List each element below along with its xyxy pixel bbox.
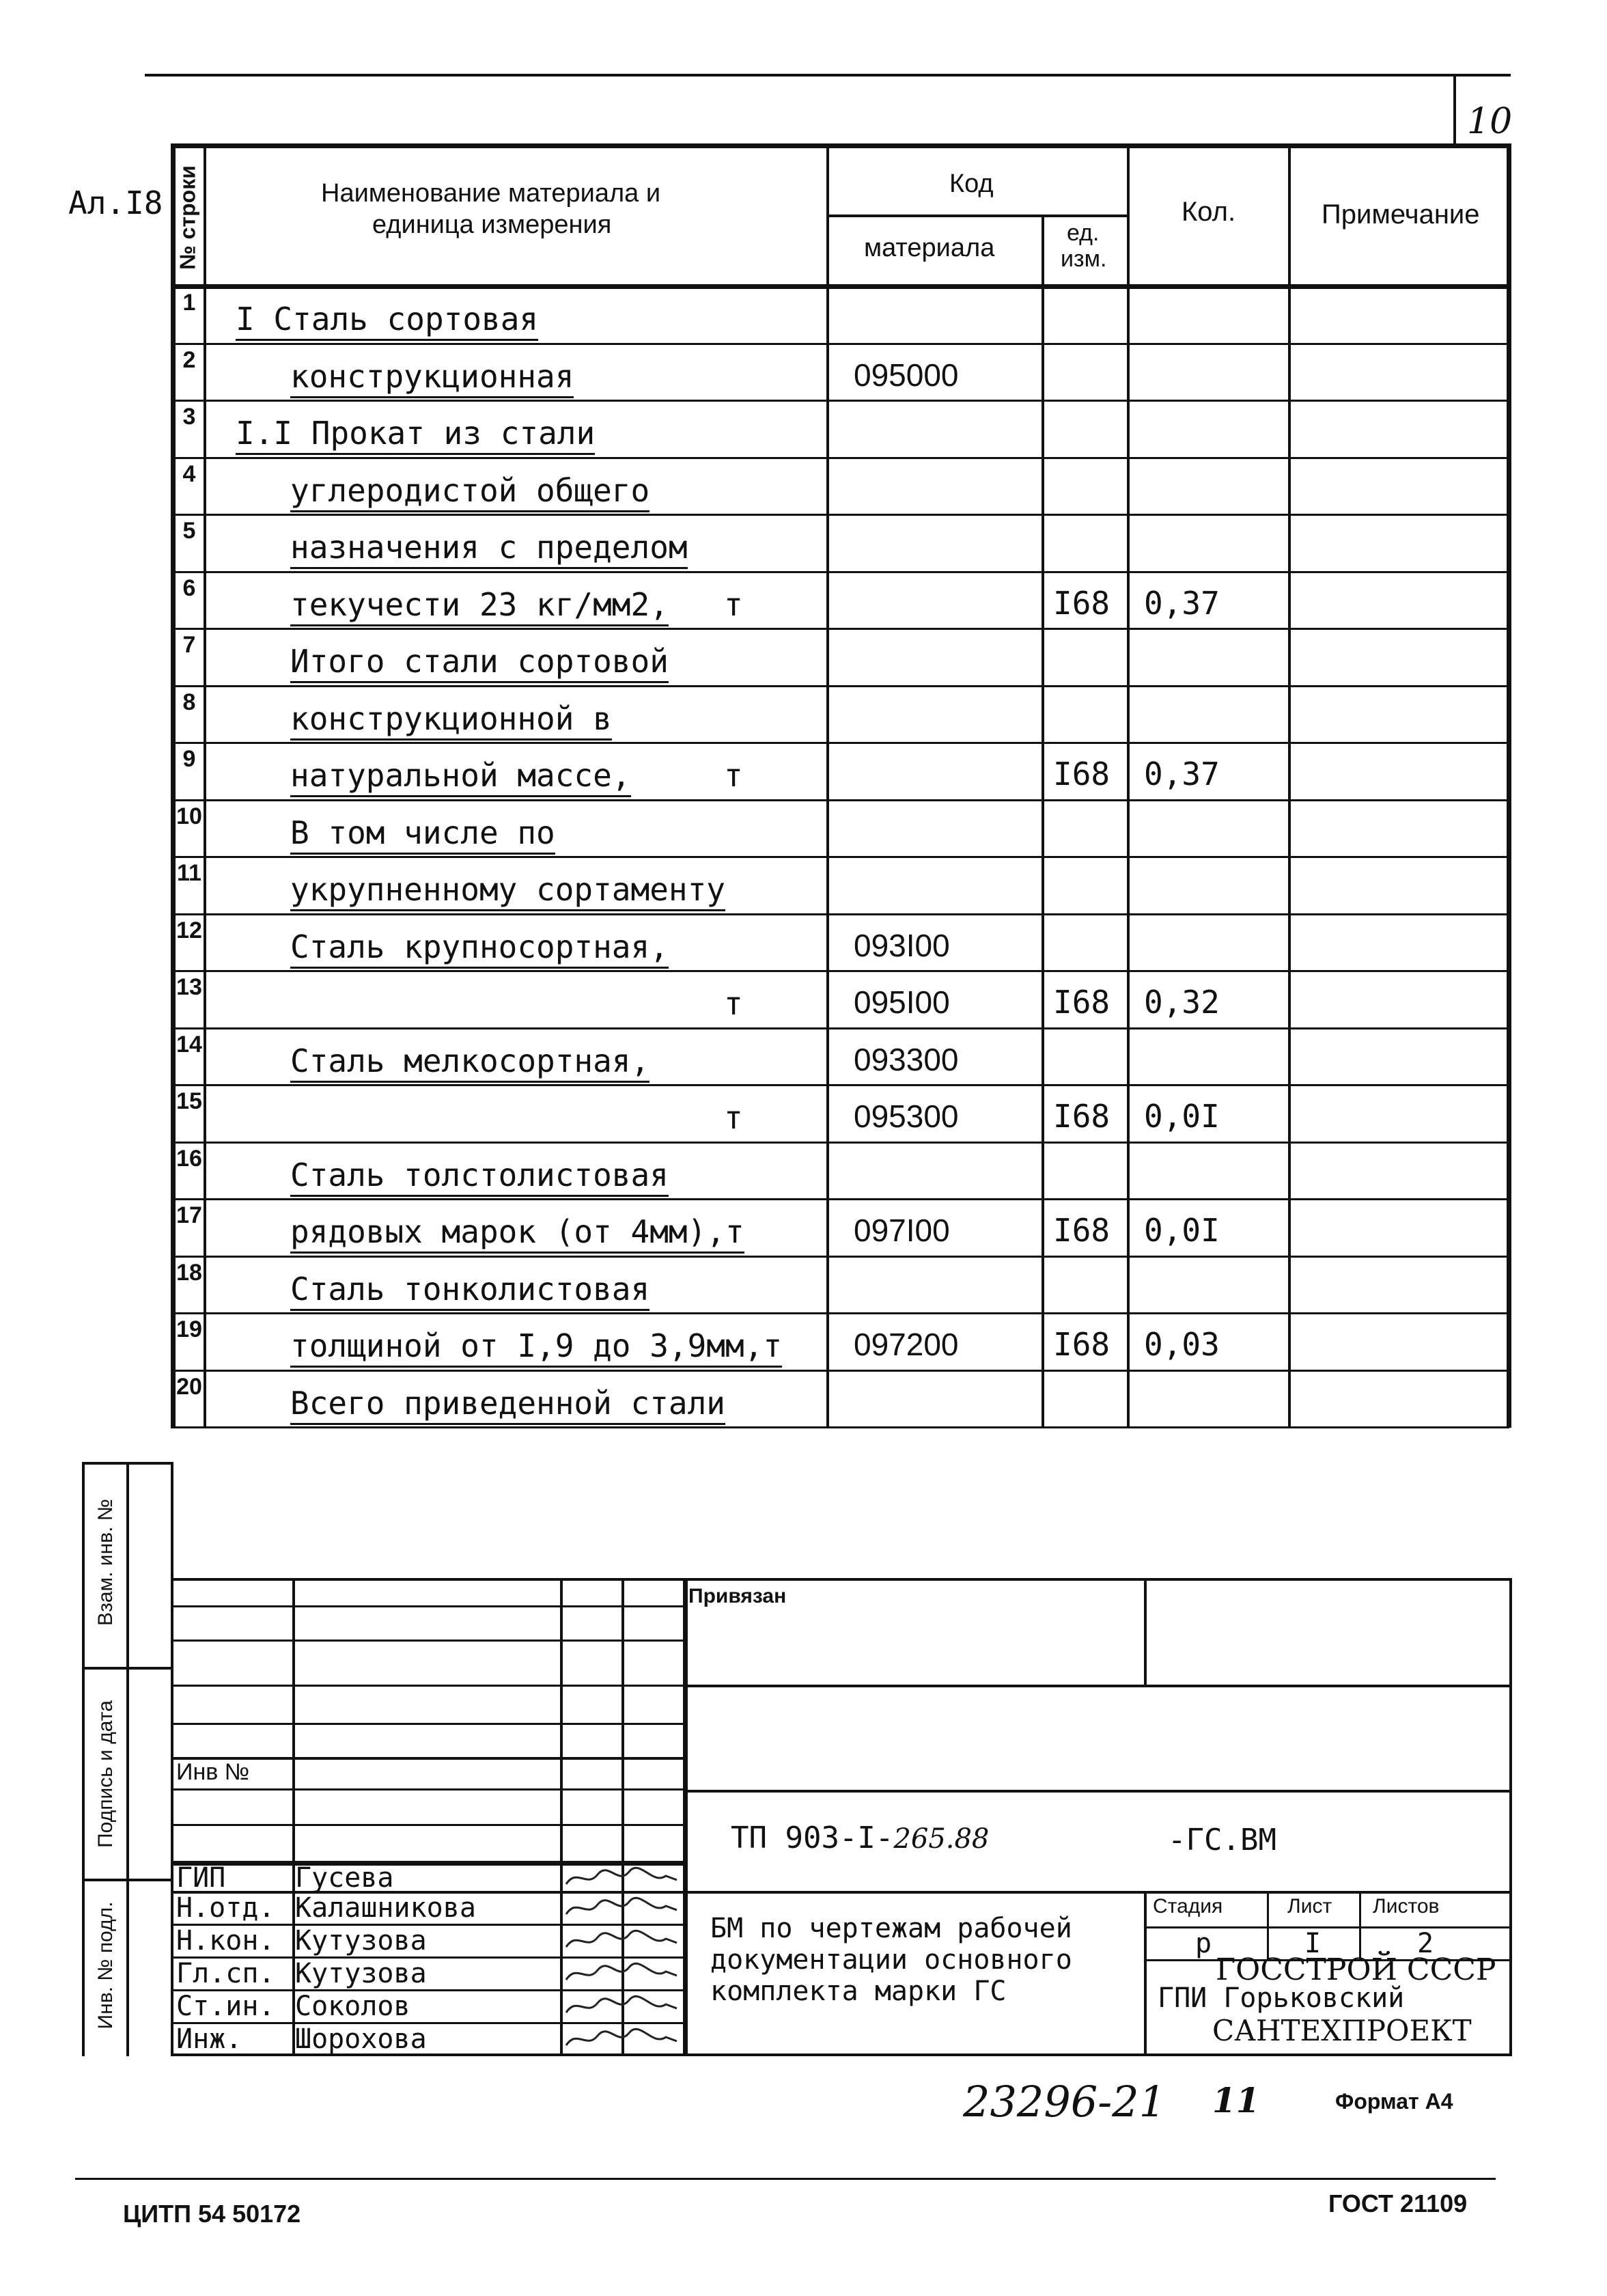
footer-right: ГОСТ 21109 <box>1328 2189 1468 2217</box>
row-unit-code: I68 <box>1053 756 1110 792</box>
handwritten-signature <box>563 1961 680 1987</box>
row-material-name: толщиной от I,9 до 3,9мм,т <box>290 1327 782 1368</box>
signature-name: Соколов <box>295 1991 410 2022</box>
row-number: 3 <box>182 404 196 430</box>
signature-role: Инж. <box>176 2023 242 2055</box>
row-material-name: Сталь крупносортная, <box>290 928 669 969</box>
row-quantity: 0,37 <box>1144 756 1220 792</box>
table-rows <box>171 287 1509 1428</box>
doc-code-prefix: ТП 903-I- <box>731 1821 894 1855</box>
title-line-3: комплекта марки ГС <box>710 1976 1007 2007</box>
handwritten-signature <box>563 1865 680 1891</box>
row-quantity: 0,32 <box>1144 984 1220 1021</box>
signature-role: ГИП <box>176 1862 226 1894</box>
title-block <box>82 1462 1512 2056</box>
side-label-orig-inv: Инв. № подл. <box>94 1901 117 2030</box>
sheet-label: Лист <box>1287 1895 1332 1918</box>
row-separator <box>171 343 1509 345</box>
row-material-code: 095300 <box>854 1098 959 1134</box>
row-separator <box>171 1426 1509 1428</box>
stage-label: Стадия <box>1153 1895 1223 1918</box>
row-number: 6 <box>182 575 196 601</box>
row-quantity: 0,03 <box>1144 1326 1220 1363</box>
row-number: 20 <box>176 1373 202 1400</box>
signature-role: Ст.ин. <box>176 1991 275 2022</box>
row-unit-code: I68 <box>1053 584 1110 622</box>
sheets-value: 2 <box>1417 1928 1434 1959</box>
row-material-name: В том числе по <box>290 814 555 855</box>
org-line-1: ГОССТРОЙ СССР <box>1216 1952 1496 1987</box>
row-material-code: 095I00 <box>854 984 950 1020</box>
row-separator <box>171 457 1509 459</box>
row-number: 14 <box>176 1031 202 1057</box>
row-separator <box>171 799 1509 801</box>
footer-left: ЦИТП 54 50172 <box>123 2200 301 2228</box>
footer-rule <box>75 2178 1496 2180</box>
row-unit-mark: т <box>724 585 743 623</box>
handwritten-signature <box>563 1928 680 1954</box>
row-number: 13 <box>176 974 202 1000</box>
row-material-name: укрупненному сортаменту <box>290 871 725 911</box>
doc-code-handwritten: 265.88 <box>893 1823 990 1855</box>
row-material-name: I.I Прокат из стали <box>236 415 595 455</box>
title-line-1: БМ по чертежам рабочей <box>710 1913 1072 1944</box>
side-label-replace-inv: Взам. инв. № <box>94 1499 117 1626</box>
album-label: Ал.I8 <box>68 184 163 221</box>
row-separator <box>171 685 1509 687</box>
header-name-1: Наименование материала и <box>321 179 661 208</box>
row-number: 2 <box>182 346 196 373</box>
row-number: 9 <box>182 746 196 772</box>
handwritten-signature <box>563 2026 680 2052</box>
row-number: 19 <box>176 1316 202 1342</box>
row-number: 4 <box>182 460 196 487</box>
row-quantity: 0,0I <box>1144 1212 1220 1249</box>
row-material-name: Итого стали сортовой <box>290 643 669 683</box>
header-unit-1: ед. <box>1067 220 1100 246</box>
row-material-name: текучести 23 кг/мм2, <box>290 586 669 626</box>
org-line-2: ГПИ Горьковский <box>1158 1982 1405 2014</box>
corner-box-edge <box>1453 74 1456 145</box>
org-line-3: САНТЕХПРОЕКТ <box>1212 2014 1472 2047</box>
row-separator <box>171 913 1509 915</box>
row-number: 10 <box>176 803 202 829</box>
header-row-no: № строки <box>175 165 200 270</box>
handwritten-signature <box>563 1895 680 1921</box>
row-unit-code: I68 <box>1053 1212 1110 1249</box>
row-separator <box>171 400 1509 402</box>
row-separator <box>171 1312 1509 1314</box>
row-separator <box>171 1198 1509 1200</box>
row-number: 1 <box>182 290 196 316</box>
row-material-code: 093300 <box>854 1041 959 1077</box>
row-quantity: 0,0I <box>1144 1098 1220 1135</box>
row-separator <box>171 1142 1509 1144</box>
row-separator <box>171 514 1509 516</box>
row-number: 12 <box>176 917 202 943</box>
row-quantity: 0,37 <box>1144 584 1220 622</box>
row-number: 7 <box>182 632 196 658</box>
row-material-code: 093I00 <box>854 927 950 963</box>
row-material-name: конструкционной в <box>290 700 612 741</box>
row-unit-code: I68 <box>1053 984 1110 1021</box>
row-separator <box>171 742 1509 744</box>
header-qty: Кол. <box>1182 197 1236 227</box>
signature-name: Кутузова <box>295 1925 427 1956</box>
side-label-signature-date: Подпись и дата <box>94 1700 117 1848</box>
row-unit-mark: т <box>724 757 743 794</box>
row-material-code: 097I00 <box>854 1213 950 1248</box>
row-material-name: Сталь тонколистовая <box>290 1271 649 1311</box>
signature-role: Н.кон. <box>176 1925 275 1956</box>
doc-code <box>731 1821 989 1855</box>
row-material-name: назначения с пределом <box>290 529 688 569</box>
row-number: 5 <box>182 518 196 544</box>
row-unit-mark: т <box>724 1099 743 1136</box>
row-separator <box>171 1027 1509 1029</box>
row-material-name: Всего приведенной стали <box>290 1385 725 1425</box>
row-unit-code: I68 <box>1053 1326 1110 1363</box>
linked-label: Привязан <box>688 1585 787 1607</box>
row-material-name: I Сталь сортовая <box>236 301 538 341</box>
archive-number: 23296-21 <box>963 2077 1166 2127</box>
header-unit-2: изм. <box>1061 246 1107 272</box>
row-material-code: 095000 <box>854 357 959 393</box>
header-code: Код <box>949 169 994 198</box>
row-separator <box>171 856 1509 858</box>
header-name-2: единица измерения <box>372 210 612 239</box>
row-number: 15 <box>176 1088 202 1114</box>
signature-name: Гусева <box>295 1862 394 1894</box>
row-number: 18 <box>176 1259 202 1286</box>
signature-name: Шорохова <box>295 2023 427 2055</box>
row-separator <box>171 970 1509 972</box>
row-separator <box>171 628 1509 630</box>
archive-page: 11 <box>1212 2080 1260 2120</box>
header-note: Примечание <box>1322 199 1480 230</box>
row-number: 8 <box>182 689 196 715</box>
signature-name: Кутузова <box>295 1958 427 1989</box>
signature-role: Н.отд. <box>176 1892 275 1924</box>
row-material-name: рядовых марок (от 4мм),т <box>290 1213 744 1254</box>
sheet-corner-number: 10 <box>1467 101 1513 142</box>
row-unit-code: I68 <box>1053 1098 1110 1135</box>
row-material-name: натуральной массе, <box>290 757 631 797</box>
row-separator <box>171 1370 1509 1372</box>
stage-value: р <box>1195 1928 1212 1959</box>
format-label: Формат А4 <box>1335 2089 1453 2114</box>
row-material-name: Сталь мелкосортная, <box>290 1042 649 1083</box>
inv-label: Инв № <box>176 1759 250 1785</box>
row-material-name: Сталь толстолистовая <box>290 1157 669 1197</box>
handwritten-signature <box>563 1993 680 2019</box>
row-unit-mark: т <box>724 985 743 1022</box>
doc-suffix: -ГС.ВМ <box>1168 1823 1276 1857</box>
row-separator <box>171 1084 1509 1086</box>
row-material-name: углеродистой общего <box>290 472 649 512</box>
material-table <box>171 143 1509 1428</box>
signature-role: Гл.сп. <box>176 1958 275 1989</box>
row-number: 11 <box>177 860 201 886</box>
row-material-name: конструкционная <box>290 358 574 398</box>
signature-name: Калашникова <box>295 1892 476 1924</box>
sheet-value: I <box>1304 1928 1322 1959</box>
row-number: 17 <box>176 1202 202 1228</box>
row-material-code: 097200 <box>854 1327 959 1362</box>
title-line-2: документации основного <box>710 1944 1072 1976</box>
header-material: материала <box>864 234 995 262</box>
top-rule <box>145 74 1511 77</box>
row-separator <box>171 1256 1509 1258</box>
row-separator <box>171 571 1509 573</box>
row-number: 16 <box>176 1145 202 1172</box>
sheets-label: Листов <box>1373 1895 1440 1918</box>
